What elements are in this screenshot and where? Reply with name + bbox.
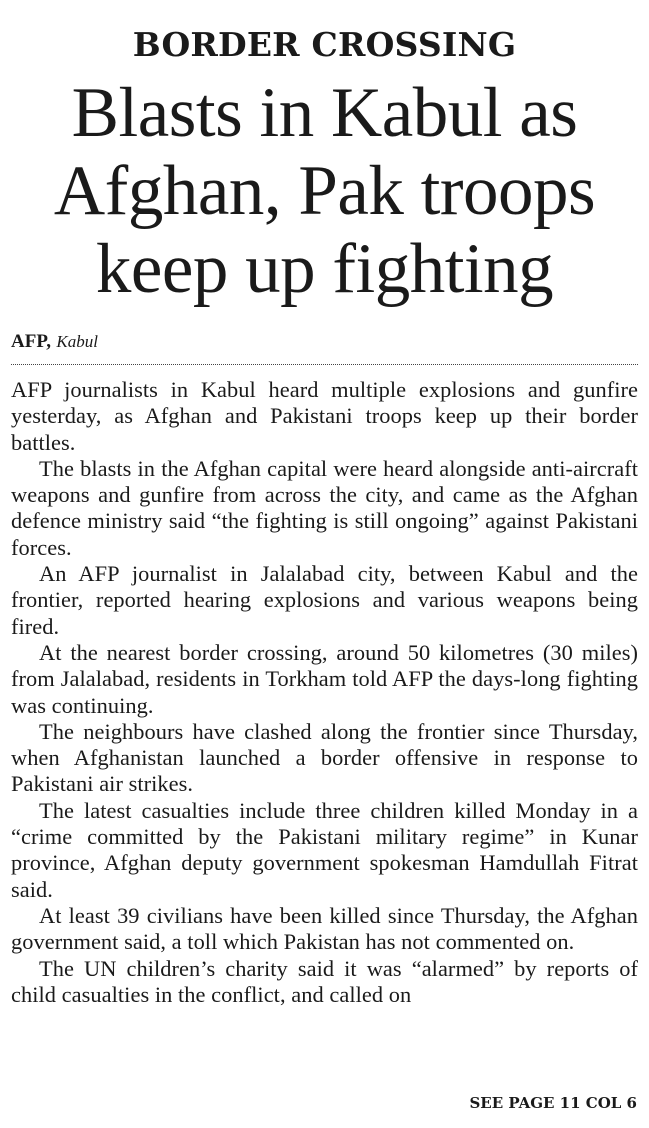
- paragraph: AFP journalists in Kabul heard multiple explosions and gunfire yesterday, as Afghan and Pakistani troops keep up their border battles.: [11, 377, 638, 455]
- paragraph: At least 39 civilians have been killed since Thursday, the Afghan government said, a toll which Pakistan has not commented on.: [11, 902, 638, 955]
- headline: [11, 74, 638, 308]
- paragraph: The neighbours have clashed along the frontier since Thursday, when Afghanistan launched a border offensive in response to Pakistani air strikes.: [11, 718, 638, 797]
- paragraph: The UN children’s charity said it was “alarmed” by reports of child casualties in the conflict, and called on: [11, 955, 638, 1007]
- headline-line: keep up fighting: [95, 230, 554, 308]
- article-body: [11, 377, 638, 1008]
- dotted-divider: [11, 364, 638, 365]
- paragraph: At the nearest border crossing, around 50 kilometres (30 miles) from Jalalabad, residents in Torkham told AFP the days-long fighting was continuing.: [11, 639, 638, 718]
- paragraph: The latest casualties include three children killed Monday in a “crime committed by the Pakistani military regime” in Kunar province, Afghan deputy government spokesman Hamdullah Fitrat said.: [11, 797, 638, 902]
- paragraph: An AFP journalist in Jalalabad city, between Kabul and the frontier, reported hearing explosions and various weapons being fired.: [11, 561, 638, 639]
- paragraph: The blasts in the Afghan capital were heard alongside anti-aircraft weapons and gunfire from across the city, and came as the Afghan defence ministry said “the fighting is still ongoing” against Pakistani forces.: [11, 455, 638, 560]
- byline-agency: AFP,: [11, 331, 51, 352]
- byline-place: Kabul: [56, 332, 98, 351]
- headline-line: Afghan, Pak troops: [53, 152, 596, 230]
- byline: [11, 330, 638, 354]
- kicker: BORDER CROSSING: [132, 25, 517, 64]
- continuation-note: SEE PAGE 11 COL 6: [469, 1094, 637, 1112]
- headline-line: Blasts in Kabul as: [71, 74, 578, 152]
